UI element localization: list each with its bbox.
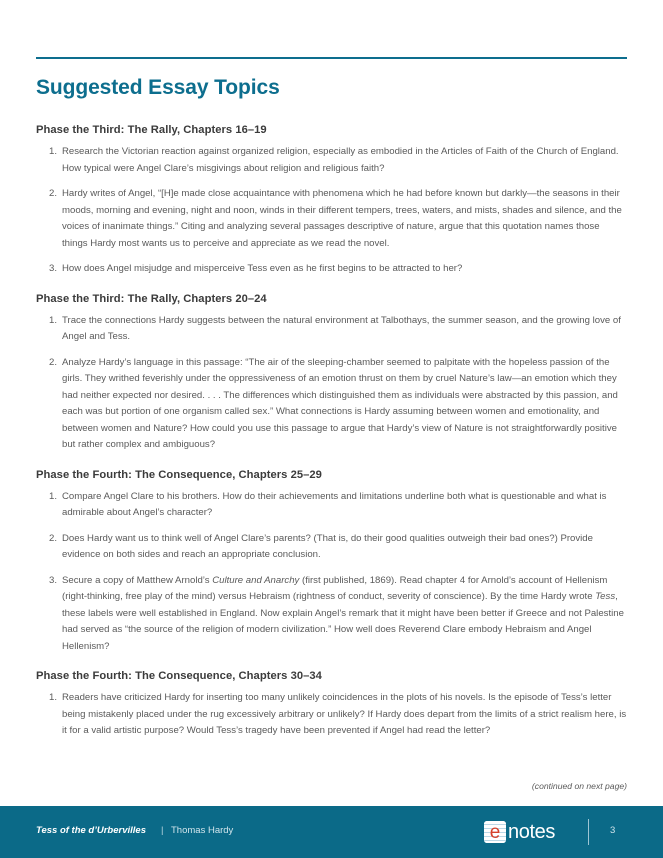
topic-list <box>36 489 627 656</box>
continued-note: (continued on next page) <box>531 781 627 791</box>
list-item-text: How does Angel misjudge and misperceive Tess even as he first begins to be attracted to her? <box>62 263 463 274</box>
list-item-number: 2. <box>48 532 57 544</box>
footer-inner <box>0 806 663 858</box>
topic-list <box>36 690 627 740</box>
section-heading: Phase the Fourth: The Consequence, Chapters 30–34 <box>36 670 322 682</box>
list-item-text: Research the Victorian reaction against organized religion, especially as embodied in the Articles of Faith of the Church of England. How typical were Angel Clare’s misgivings about religion and religious faith? <box>62 146 619 174</box>
list-item <box>36 261 627 278</box>
list-item-text: Readers have criticized Hardy for inserting too many unlikely coincidences in the plots of his novels. Is the episode of Tess’s letter being mistakenly placed under the rug excessively arbitrary or unlikely? If Hardy does depart from the limits of a strict realism here, is it for a valid artistic purpose? Would Tess’s tragedy have been prevented if Angel had read the letter? <box>62 692 627 736</box>
list-item <box>36 489 627 522</box>
list-item <box>36 531 627 564</box>
page-footer <box>0 806 663 858</box>
list-item <box>36 690 627 740</box>
footer-book-title: Tess of the d’Urbervilles <box>36 825 146 836</box>
enotes-logo[interactable] <box>484 820 555 844</box>
list-item-number: 1. <box>48 314 57 326</box>
footer-divider <box>588 819 589 845</box>
list-item <box>36 355 627 454</box>
list-item-number: 3. <box>48 263 57 274</box>
title-top-rule <box>36 57 627 59</box>
list-item-text: Does Hardy want us to think well of Angel Clare’s parents? (That is, do their good qualities outweigh their bad ones?) Provide evidence on both sides and reach an appropriate conclusion. <box>62 532 593 560</box>
essay-topic-section <box>36 468 627 656</box>
enotes-badge-icon <box>484 821 506 843</box>
list-item-number: 2. <box>48 356 57 368</box>
topic-list <box>36 144 627 278</box>
list-item-text: Trace the connections Hardy suggests between the natural environment at Talbothays, the summer season, and the growing love of Angel and Tess. <box>62 314 621 342</box>
essay-topic-section <box>36 669 627 740</box>
list-item-text: Secure a copy of Matthew Arnold’s Culture and Anarchy (first published, 1869). Read chapter 4 for Arnold’s account of Hellenism (right-thinking, free play of the mind) versus Hebraism (rightness of conduct, severity of conscience). By the time Hardy wrote Tess, these labels were well established in England. Now explain Angel’s remark that it might have been better if Greece and not Palestine had served as “the source of the religion of modern civilization.” How well does Reverend Clare embody Hebraism and Angel Hellenism? <box>62 574 624 652</box>
list-item <box>36 186 627 252</box>
page-title: Suggested Essay Topics <box>36 76 280 99</box>
section-heading: Phase the Fourth: The Consequence, Chapters 25–29 <box>36 468 322 481</box>
list-item-text: Analyze Hardy’s language in this passage: “The air of the sleeping-chamber seemed to palpitate with the hopeless passion of the girls. They writhed feverishly under the oppressiveness of an emotion thrust on them by cruel Nature’s law—an emotion which they had neither expected nor desired. . . . The differences which distinguished them as individuals were abstracted by this passion, and each was but portion of one organism called sex.” What connections is Hardy assuming between women and emotionality, and between women and Nature? How could you use this passage to argue that Hardy’s view of Nature is not straightforwardly positive but rather complex and ambiguous? <box>62 356 618 450</box>
section-heading: Phase the Third: The Rally, Chapters 16–19 <box>36 124 267 136</box>
list-item-number: 1. <box>48 490 57 502</box>
enotes-wordmark: notes <box>508 821 555 843</box>
list-item <box>36 573 627 656</box>
list-item-number: 3. <box>48 574 57 586</box>
essay-topic-section <box>36 292 627 454</box>
list-item <box>36 144 627 177</box>
page-number: 3 <box>610 825 616 836</box>
enotes-letter-e: e <box>489 821 501 843</box>
list-item-text: Hardy writes of Angel, “[H]e made close acquaintance with phenomena which he had before known but darkly—the seasons in their moods, morning and evening, night and noon, winds in their different tempers, trees, waters, and mists, shades and silence, and the voices of inanimate things.” Citing and analyzing several passages descriptive of nature, argue that this quotation names those things Hardy most wants us to perceive and appreciate as we read the novel. <box>62 188 622 249</box>
section-heading: Phase the Third: The Rally, Chapters 20–24 <box>36 292 267 305</box>
list-item-number: 1. <box>48 146 57 157</box>
list-item-number: 1. <box>48 692 57 703</box>
list-item-text: Compare Angel Clare to his brothers. How do their achievements and limitations underline both what is questionable and what is admirable about Angel’s character? <box>62 490 607 518</box>
footer-author: Thomas Hardy <box>171 825 234 836</box>
footer-separator: | <box>161 825 164 836</box>
essay-topic-section <box>36 123 627 278</box>
page-content <box>36 75 627 754</box>
topic-list <box>36 313 627 454</box>
list-item-number: 2. <box>48 188 57 199</box>
list-item <box>36 313 627 346</box>
